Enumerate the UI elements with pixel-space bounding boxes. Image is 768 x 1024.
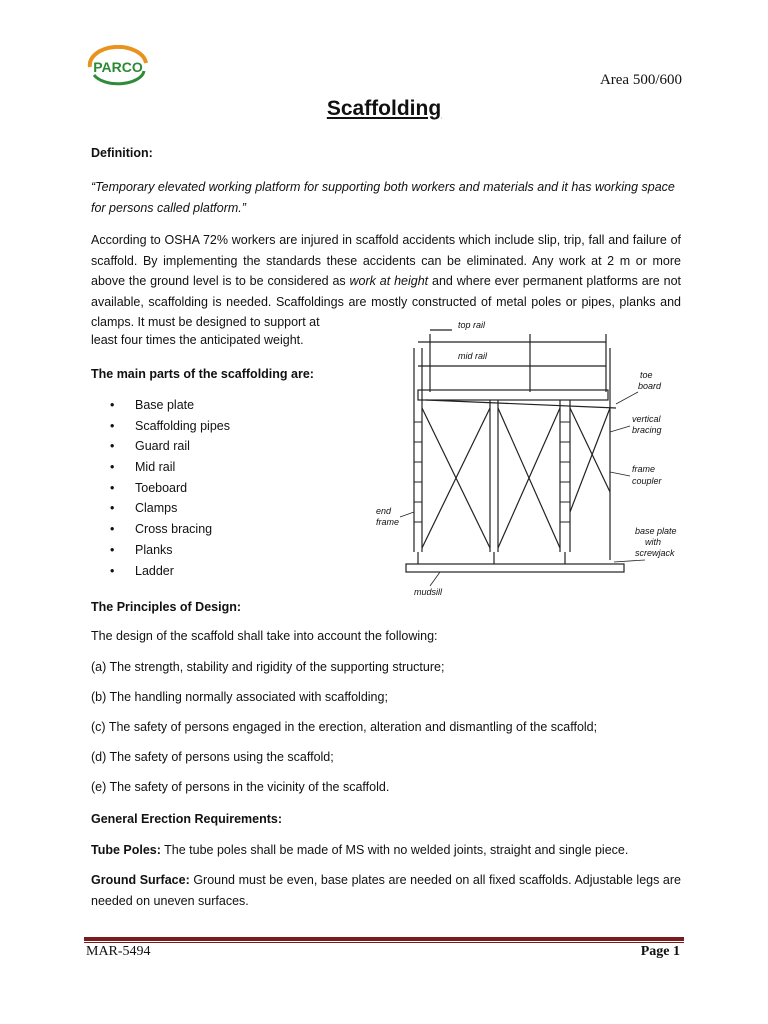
definition-heading: Definition: (91, 146, 153, 160)
principles-intro: The design of the scaffold shall take into account the following: (91, 629, 438, 643)
label-base-plate: base plate (635, 526, 677, 536)
label-mid-rail: mid rail (458, 351, 488, 361)
list-item: • Base plate (110, 395, 230, 416)
list-item: • Scaffolding pipes (110, 416, 230, 437)
list-item: • Cross bracing (110, 519, 230, 540)
footer-divider-thin (84, 942, 684, 943)
label-with: with (645, 537, 662, 547)
erection-heading: General Erection Requirements: (91, 812, 283, 826)
label-screwjack: screwjack (635, 548, 675, 558)
scaffold-diagram (370, 312, 688, 602)
principle-c: (c) The safety of persons engaged in the erection, alteration and dismantling of the scaffold; (91, 720, 598, 734)
label-bracing: bracing (632, 425, 662, 435)
list-item: • Planks (110, 540, 230, 561)
parts-list (110, 395, 230, 581)
list-item: • Toeboard (110, 478, 230, 499)
list-item: • Guard rail (110, 436, 230, 457)
footer-divider (84, 937, 684, 941)
list-item: • Ladder (110, 561, 230, 582)
principle-d: (d) The safety of persons using the scaffold; (91, 750, 334, 764)
principle-a: (a) The strength, stability and rigidity of the supporting structure; (91, 660, 445, 674)
list-item: • Mid rail (110, 457, 230, 478)
tube-poles-paragraph: Tube Poles: The tube poles shall be made of MS with no welded joints, straight and single piece. (91, 843, 629, 857)
definition-quote: “Temporary elevated working platform for supporting both workers and materials and it has working space for persons called platform.” (91, 180, 675, 215)
ground-surface-paragraph: Ground Surface: Ground must be even, base plates are needed on all fixed scaffolds. Adjustable legs are needed on uneven surfaces. (91, 873, 681, 908)
label-frame: frame (632, 464, 656, 474)
label-mudsill: mudsill (414, 587, 443, 597)
ground-surface-label: Ground Surface: (91, 873, 190, 887)
label-end: end (376, 506, 392, 516)
logo-text: PARCO (93, 59, 143, 75)
intro-emphasis: work at height (349, 274, 429, 288)
footer-page-number: Page 1 (640, 944, 680, 959)
label-end-frame: frame (376, 517, 400, 527)
intro-last-line: least four times the anticipated weight. (91, 333, 304, 347)
label-toe: toe (640, 370, 653, 380)
label-vertical: vertical (632, 414, 661, 424)
principle-b: (b) The handling normally associated with scaffolding; (91, 690, 388, 704)
intro-paragraph: According to OSHA 72% workers are injured in scaffold accidents which include slip, trip, fall and failure of scaffold. By implementing the standards these accidents can be eliminated. Any work at 2 m or more above the ground level is to be considered as work at height and where ever permanent platforms are not available, scaffolding is needed. Scaffoldings are mostly constructed of metal poles or pipes, planks and clamps. It must be designed to support at (91, 233, 681, 329)
label-coupler: coupler (632, 476, 662, 486)
tube-poles-label: Tube Poles: (91, 843, 161, 857)
principle-e: (e) The safety of persons in the vicinity of the scaffold. (91, 780, 390, 794)
area-label: Area 500/600 (599, 72, 682, 88)
label-top-rail: top rail (458, 320, 486, 330)
page-title: Scaffolding (326, 97, 442, 120)
footer-doc-id: MAR-5494 (86, 944, 151, 959)
list-item: • Clamps (110, 498, 230, 519)
parts-heading: The main parts of the scaffolding are: (91, 367, 314, 381)
label-board: board (638, 381, 662, 391)
principles-heading: The Principles of Design: (91, 600, 242, 614)
parco-logo (84, 45, 152, 89)
